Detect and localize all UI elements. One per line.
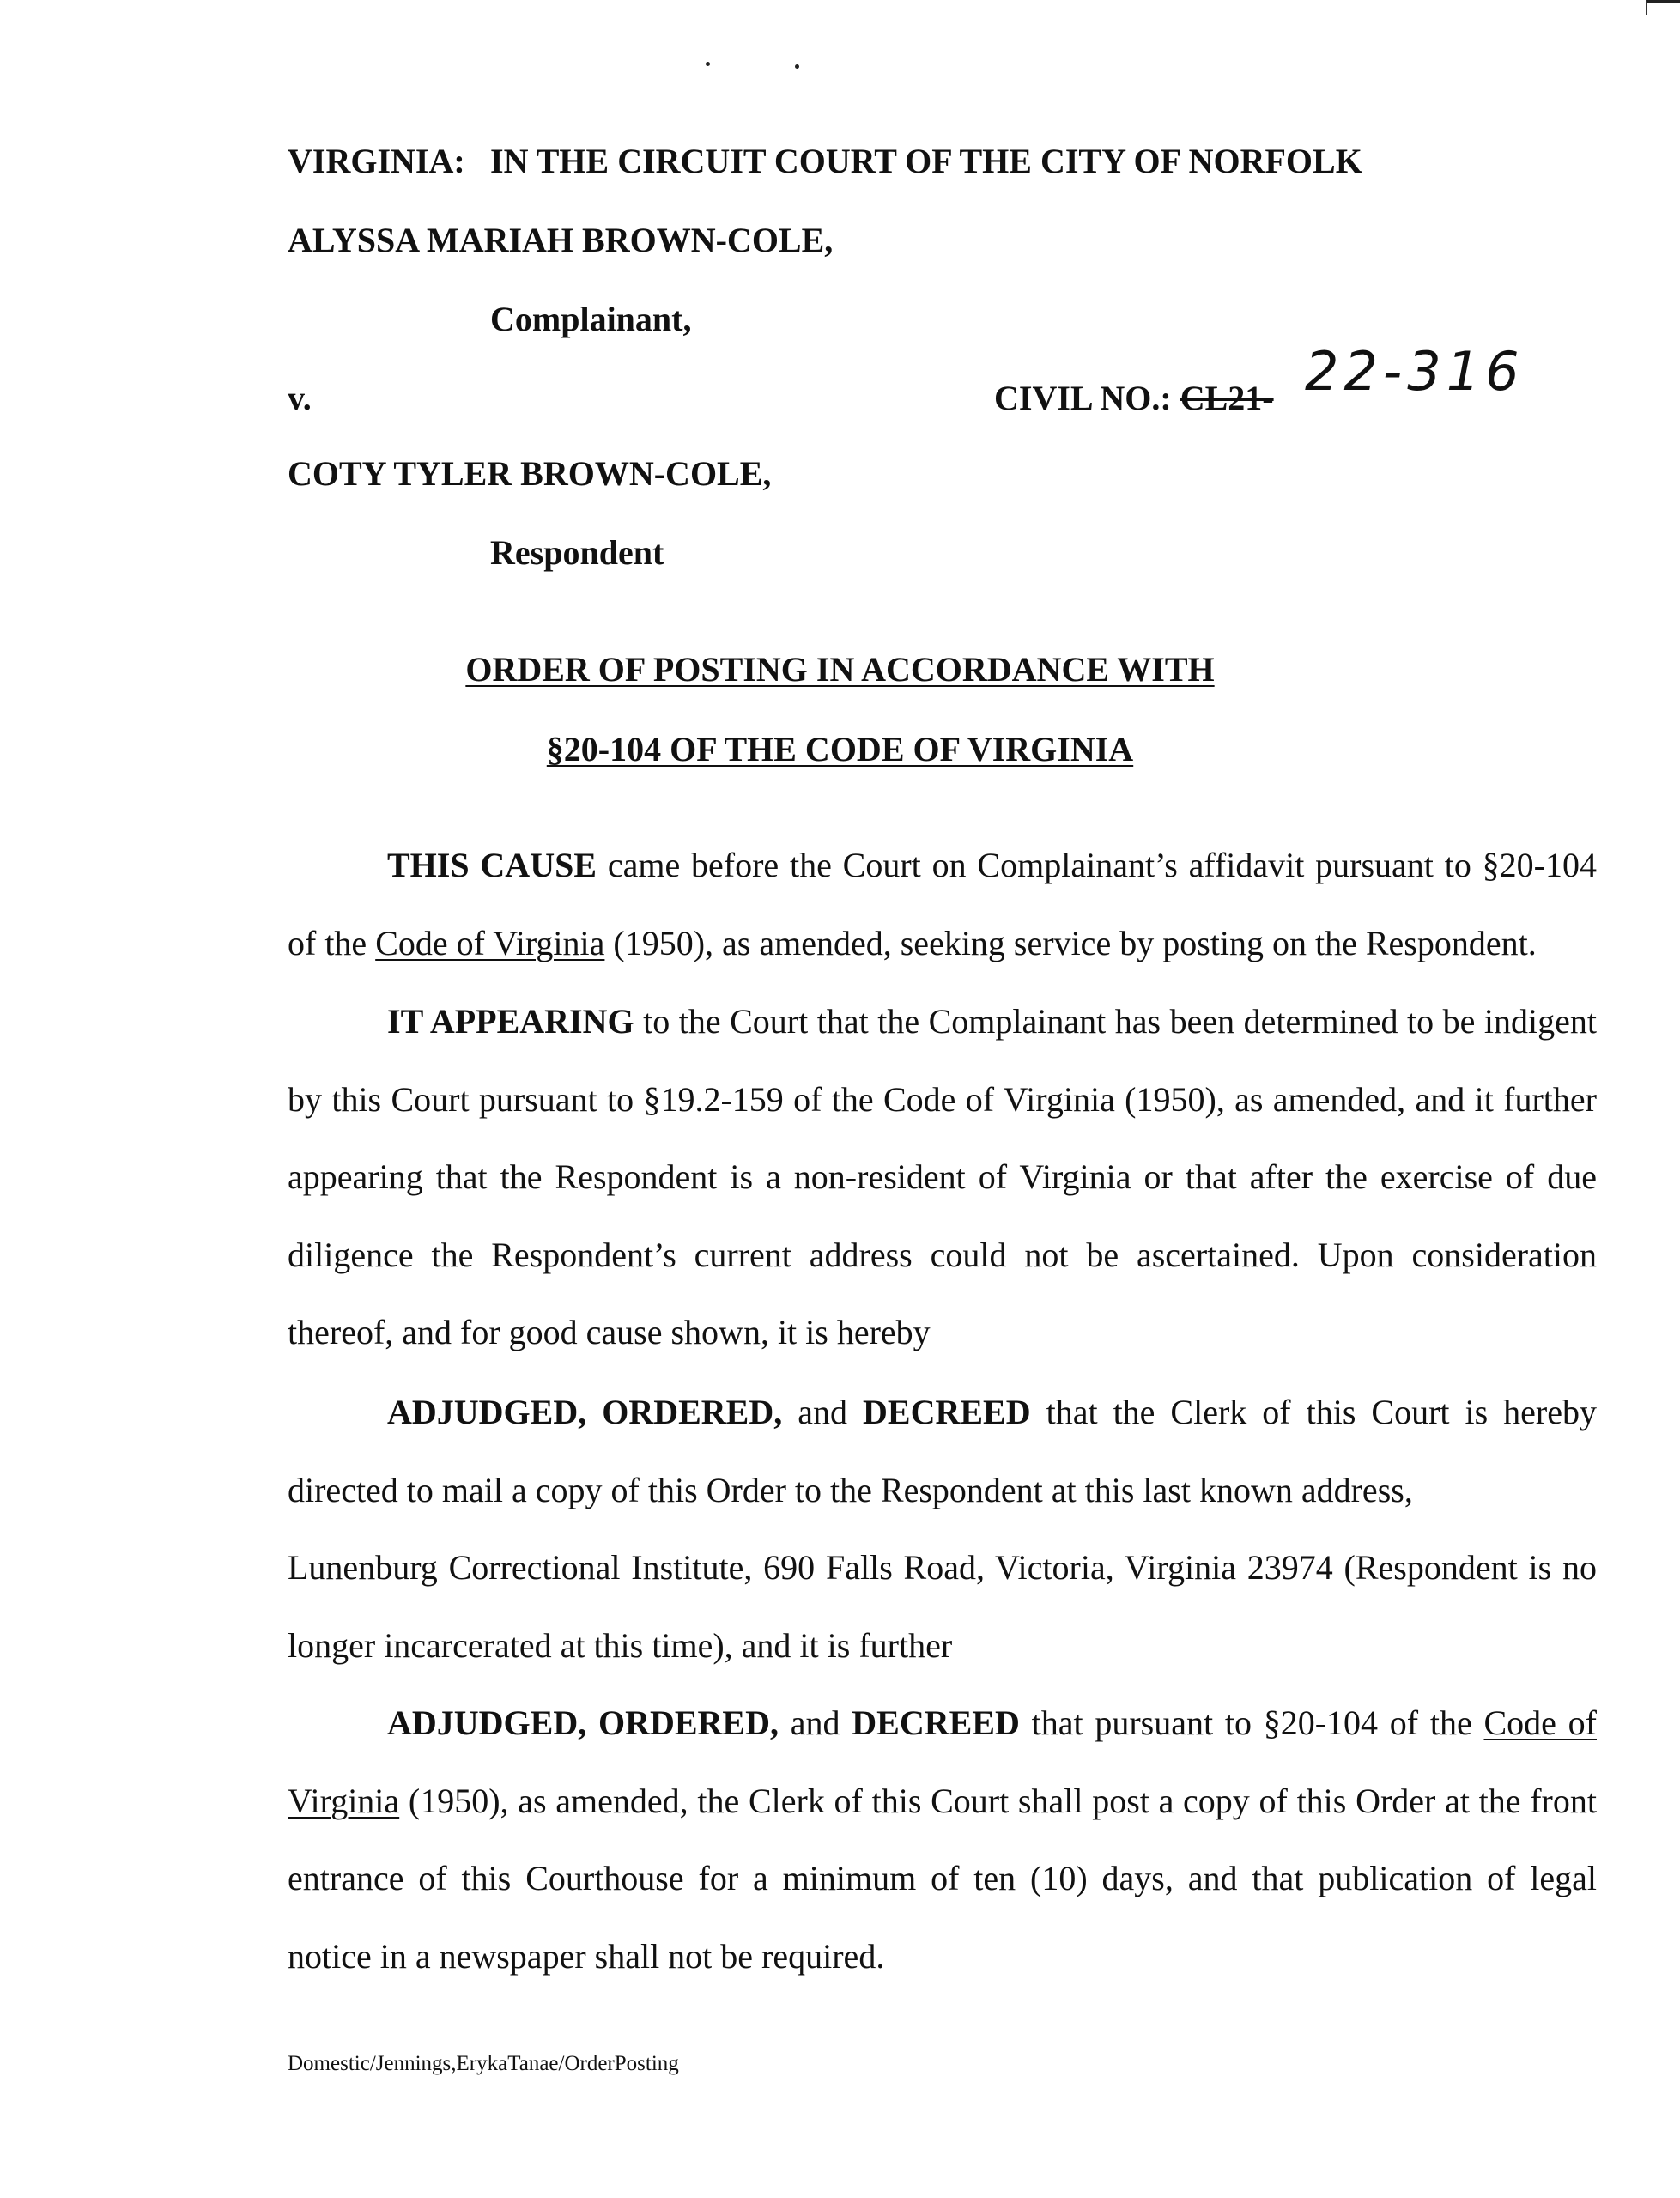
court-state: VIRGINIA:	[288, 142, 465, 180]
document-path-footer: Domestic/Jennings,ErykaTanae/OrderPosting	[288, 2052, 679, 2075]
title-line-2: §20-104 OF THE CODE OF VIRGINIA	[546, 730, 1134, 768]
paragraph-address: Lunenburg Correctional Institute, 690 Falls Road, Victoria, Virginia 23974 (Respondent is no longer incarcerated at this time), and it is further	[288, 1548, 1597, 1665]
scan-corner-mark	[1646, 0, 1680, 15]
paragraph-adjudged-post: ADJUDGED, ORDERED, and DECREED that pursuant to §20-104 of the Code of Virginia (1950), as amended, the Clerk of this Court shall post a copy of this Order at the front entrance of this Courthouse for a minimum of ten (10) days, and that publication of legal notice in a newspaper shall not be required.	[288, 1703, 1597, 1976]
respondent-name: COTY TYLER BROWN-COLE,	[288, 454, 772, 493]
paragraph-it-appearing: IT APPEARING to the Court that the Complainant has been determined to be indigent by this Court pursuant to §19.2-159 of the Code of Virginia (1950), as amended, and it further appearing that the Respondent is a non-resident of Virginia or that after the exercise of due diligence the Respondent’s current address could not be ascertained. Upon consideration thereof, and for good cause shown, it is hereby	[288, 1002, 1598, 1351]
civil-no-struck-prefix: CL21-	[1180, 379, 1274, 417]
complainant-name: ALYSSA MARIAH BROWN-COLE,	[288, 221, 834, 259]
respondent-role: Respondent	[490, 533, 664, 572]
handwritten-case-number: 22-316	[1305, 340, 1525, 403]
civil-number	[994, 378, 1274, 419]
paragraph-adjudged-mail: ADJUDGED, ORDERED, and DECREED that the Clerk of this Court is hereby directed to mail a copy of this Order to the Respondent at this last known address,	[288, 1393, 1597, 1509]
court-name: IN THE CIRCUIT COURT OF THE CITY OF NORFOLK	[490, 142, 1362, 180]
civil-no-label: CIVIL NO.:	[994, 379, 1172, 417]
code-of-virginia-ref: Code of Virginia	[375, 923, 605, 962]
paragraph-this-cause: THIS CAUSE came before the Court on Complainant’s affidavit pursuant to §20-104 of the Code of Virginia (1950), as amended, seeking service by posting on the Respondent.	[288, 846, 1597, 962]
versus-label: v.	[288, 379, 312, 417]
scan-speck	[706, 62, 710, 66]
complainant-role: Complainant,	[490, 300, 692, 338]
scan-speck	[795, 64, 799, 69]
title-line-1: ORDER OF POSTING IN ACCORDANCE WITH	[465, 650, 1215, 689]
code-of-virginia-ref: Code of Virginia	[288, 1703, 1597, 1820]
